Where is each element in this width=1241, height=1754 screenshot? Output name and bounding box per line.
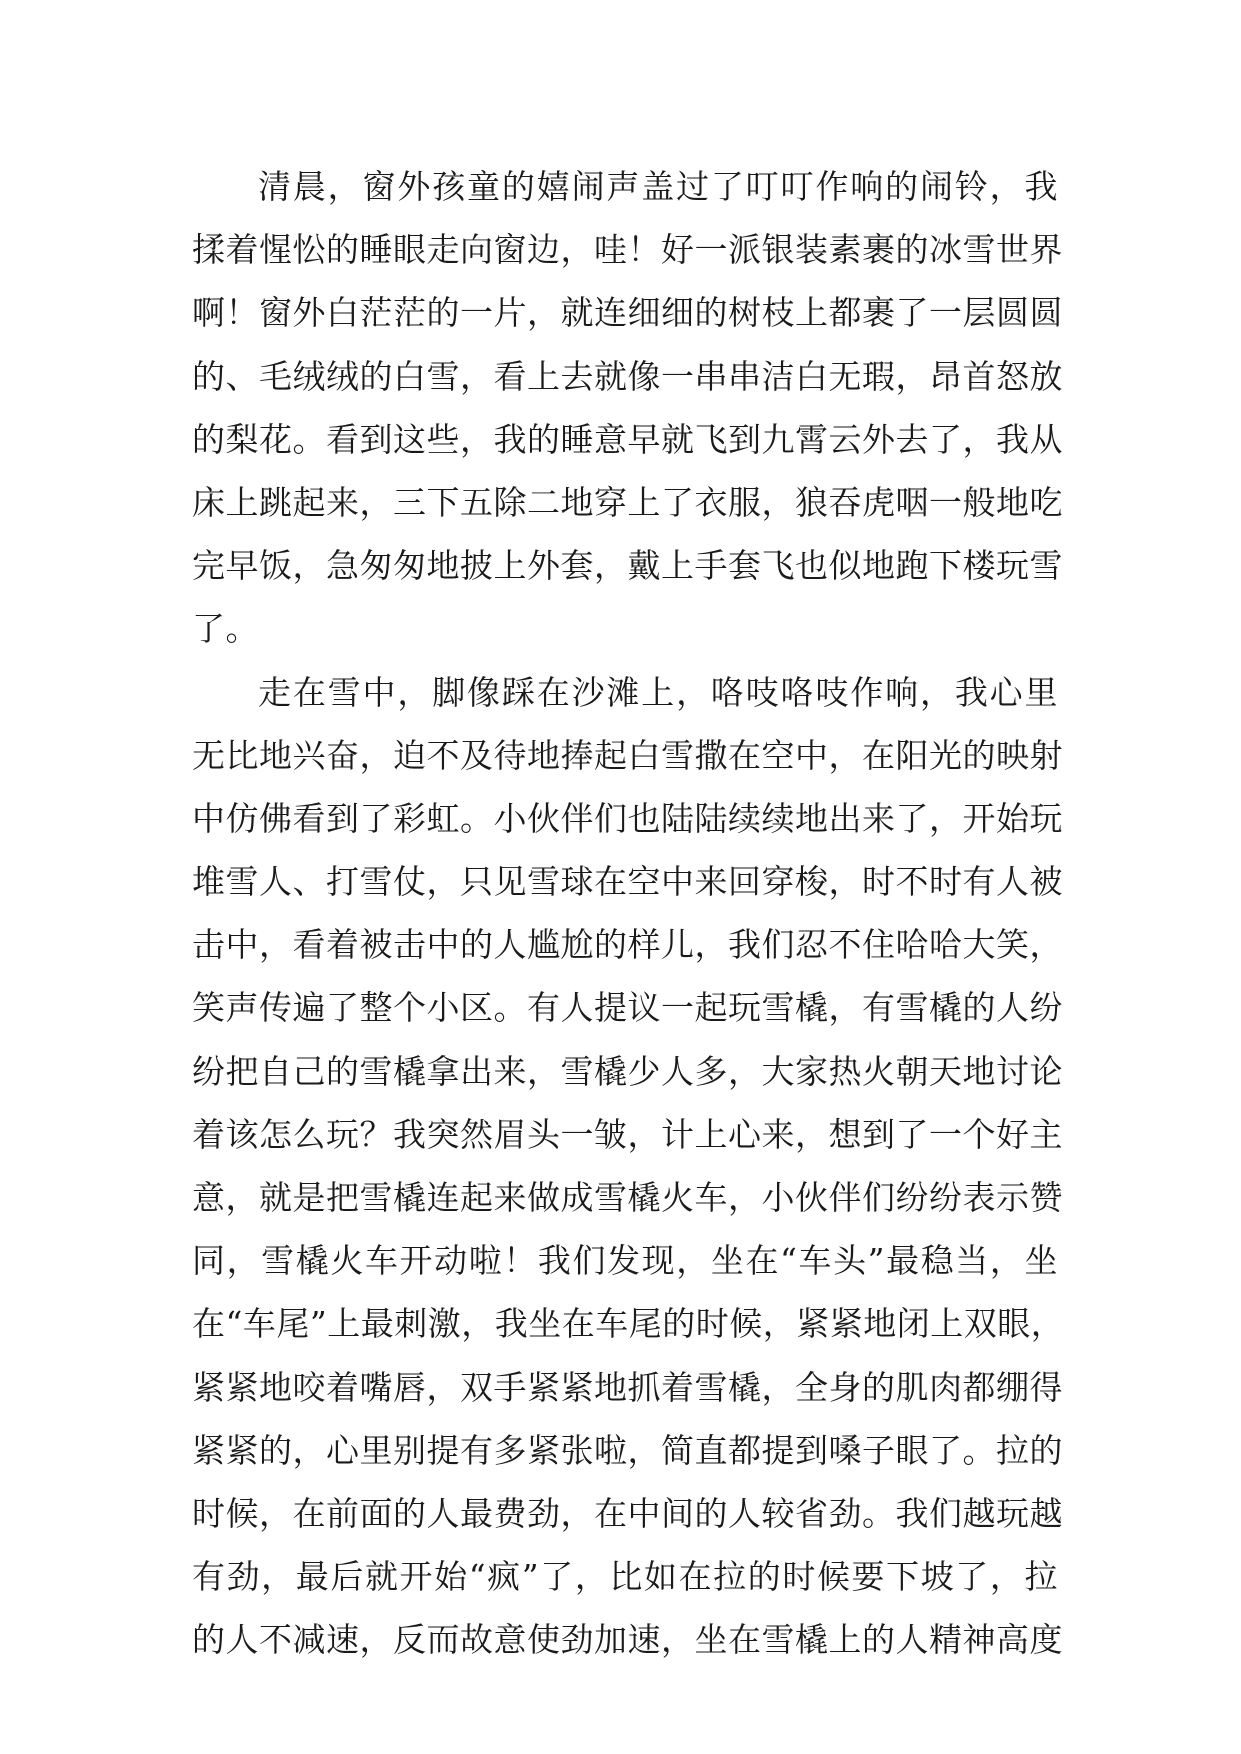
paragraph-1 — [192, 155, 1063, 661]
text-line: 的梨花。看到这些，我的睡意早就飞到九霄云外去了，我从 — [192, 419, 1063, 459]
text-line: 走在雪中，脚像踩在沙滩上，咯吱咯吱作响，我心里 — [258, 672, 1058, 712]
text-line: 揉着惺忪的睡眼走向窗边，哇！好一派银装素裹的冰雪世界 — [192, 230, 1063, 270]
text-line: 无比地兴奋，迫不及待地捧起白雪撒在空中，在阳光的映射 — [192, 735, 1063, 775]
text-line: 同，雪橇火车开动啦！我们发现，坐在“车头”最稳当，坐 — [192, 1241, 1058, 1281]
document-body — [192, 155, 1065, 1672]
text-line: 中仿佛看到了彩虹。小伙伴们也陆陆续续地出来了，开始玩 — [192, 798, 1063, 838]
text-line: 有劲，最后就开始“疯”了，比如在拉的时候要下坡了，拉 — [192, 1557, 1058, 1597]
text-line: 纷把自己的雪橇拿出来，雪橇少人多，大家热火朝天地讨论 — [192, 1051, 1063, 1091]
text-line: 的、毛绒绒的白雪，看上去就像一串串洁白无瑕，昂首怒放 — [192, 356, 1063, 396]
text-line: 在“车尾”上最刺激，我坐在车尾的时候，紧紧地闭上双眼， — [192, 1304, 1065, 1344]
text-line: 着该怎么玩？我突然眉头一皱，计上心来，想到了一个好主 — [192, 1114, 1063, 1154]
text-line: 啊！窗外白茫茫的一片，就连细细的树枝上都裹了一层圆圆 — [192, 293, 1063, 333]
text-line: 床上跳起来，三下五除二地穿上了衣服，狼吞虎咽一般地吃 — [192, 482, 1063, 522]
text-line: 紧紧的，心里别提有多紧张啦，简直都提到嗓子眼了。拉的 — [192, 1430, 1063, 1470]
text-line: 的人不减速，反而故意使劲加速，坐在雪橇上的人精神高度 — [192, 1620, 1063, 1660]
paragraph-2 — [192, 661, 1065, 1672]
text-line: 堆雪人、打雪仗，只见雪球在空中来回穿梭，时不时有人被 — [192, 862, 1063, 902]
text-line: 了。 — [192, 609, 259, 649]
text-line: 击中，看着被击中的人尴尬的样儿，我们忍不住哈哈大笑， — [192, 925, 1063, 965]
text-line: 紧紧地咬着嘴唇，双手紧紧地抓着雪橇，全身的肌肉都绷得 — [192, 1367, 1063, 1407]
text-line: 时候，在前面的人最费劲，在中间的人较省劲。我们越玩越 — [192, 1493, 1063, 1533]
text-line: 完早饭，急匆匆地披上外套，戴上手套飞也似地跑下楼玩雪 — [192, 546, 1063, 586]
text-line: 意，就是把雪橇连起来做成雪橇火车，小伙伴们纷纷表示赞 — [192, 1178, 1063, 1217]
text-line: 笑声传遍了整个小区。有人提议一起玩雪橇，有雪橇的人纷 — [192, 988, 1063, 1028]
text-line: 清晨，窗外孩童的嬉闹声盖过了叮叮作响的闹铃，我 — [258, 167, 1058, 206]
